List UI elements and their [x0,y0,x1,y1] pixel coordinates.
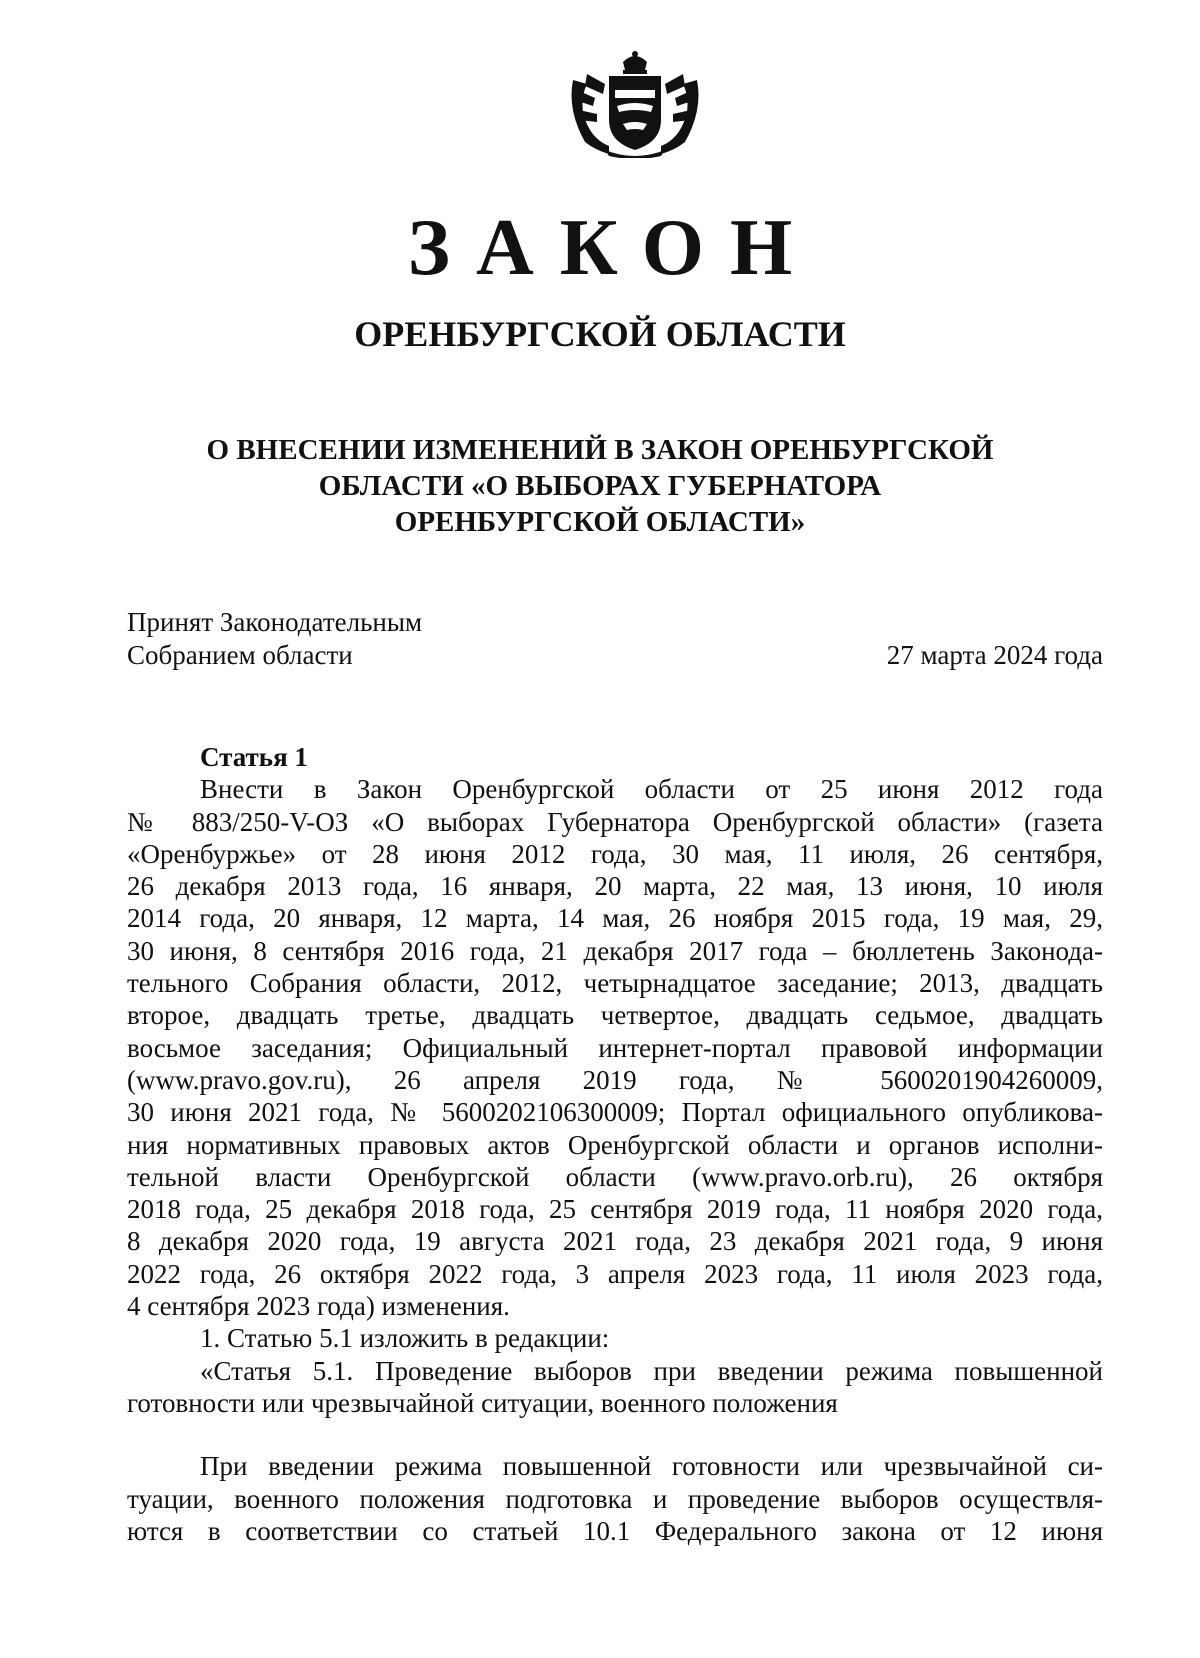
paragraph-line: ются в соответствии со статьей 10.1 Федерального закона от 12 июня [127,1515,1103,1546]
heading-line: О ВНЕСЕНИИ ИЗМЕНЕНИЙ В ЗАКОН ОРЕНБУРГСКОЙ [206,434,994,466]
law-heading [0,432,1200,540]
text-line: № 883/250-V-ОЗ «О выборах Губернатора Оренбургской области» (газета [127,806,1103,837]
adopted-by-line-1: Принят Законодательным [127,607,423,637]
text-line: 2018 года, 25 декабря 2018 года, 25 сентября 2019 года, 11 ноября 2020 года, [127,1194,1103,1225]
text-line: Внести в Закон Оренбургской области от 25 июня 2012 года [200,774,1103,805]
coat-of-arms-emblem-icon [565,50,705,158]
quoted-article-title-line: «Статья 5.1. Проведение выборов при введении режима повышенной [200,1355,1103,1386]
heading-line: ОБЛАСТИ «О ВЫБОРАХ ГУБЕРНАТОРА [318,470,882,502]
text-line: 8 декабря 2020 года, 19 августа 2021 года, 23 декабря 2021 года, 9 июня [127,1226,1103,1257]
text-line: 30 июня 2021 года, № 5600202106300009; Портал официального опубликова- [127,1097,1103,1128]
text-line: ния нормативных правовых актов Оренбургской области и органов исполни- [127,1129,1103,1160]
adoption-date: 27 марта 2024 года [886,640,1103,670]
text-line: 26 декабря 2013 года, 16 января, 20 марта, 22 мая, 13 июня, 10 июля [127,871,1103,902]
quoted-article-title-line: готовности или чрезвычайной ситуации, военного положения [127,1387,838,1418]
adoption-block [127,606,1103,672]
paragraph-line: При введении режима повышенной готовности или чрезвычайной си- [200,1451,1103,1482]
region-subtitle: ОРЕНБУРГСКОЙ ОБЛАСТИ [354,314,846,354]
article-title: Статья 1 [200,742,308,772]
item-1: 1. Статью 5.1 изложить в редакции: [200,1323,610,1354]
text-line: 2022 года, 26 октября 2022 года, 3 апреля 2023 года, 11 июля 2023 года, [127,1258,1103,1289]
text-line: 4 сентября 2023 года) изменения. [127,1291,510,1322]
text-line: восьмое заседания; Официальный интернет-портал правовой информации [127,1032,1103,1063]
heading-line: ОРЕНБУРГСКОЙ ОБЛАСТИ» [394,506,806,538]
text-line: 2014 года, 20 января, 12 марта, 14 мая, 26 ноября 2015 года, 19 мая, 29, [127,903,1103,934]
text-line: «Оренбуржье» от 28 июня 2012 года, 30 мая, 11 июля, 26 сентября, [127,838,1103,869]
text-line: 30 июня, 8 сентября 2016 года, 21 декабря 2017 года – бюллетень Законода- [127,935,1103,966]
text-line: (www.pravo.gov.ru), 26 апреля 2019 года, № 5600201904260009, [127,1064,1103,1095]
text-line: тельного Собрания области, 2012, четырнадцатое заседание; 2013, двадцать [127,968,1103,999]
paragraph-line: туации, военного положения подготовка и проведение выборов осуществля- [127,1483,1103,1514]
document-type-title: ЗАКОН [407,204,819,292]
text-line: тельной власти Оренбургской области (www.pravo.orb.ru), 26 октября [127,1161,1103,1192]
paragraph-gap [127,1419,1103,1450]
article-1 [127,741,1103,1547]
text-line: второе, двадцать третье, двадцать четвертое, двадцать седьмое, двадцать [127,1000,1103,1031]
adopted-by-line-2: Собранием области [127,640,353,670]
